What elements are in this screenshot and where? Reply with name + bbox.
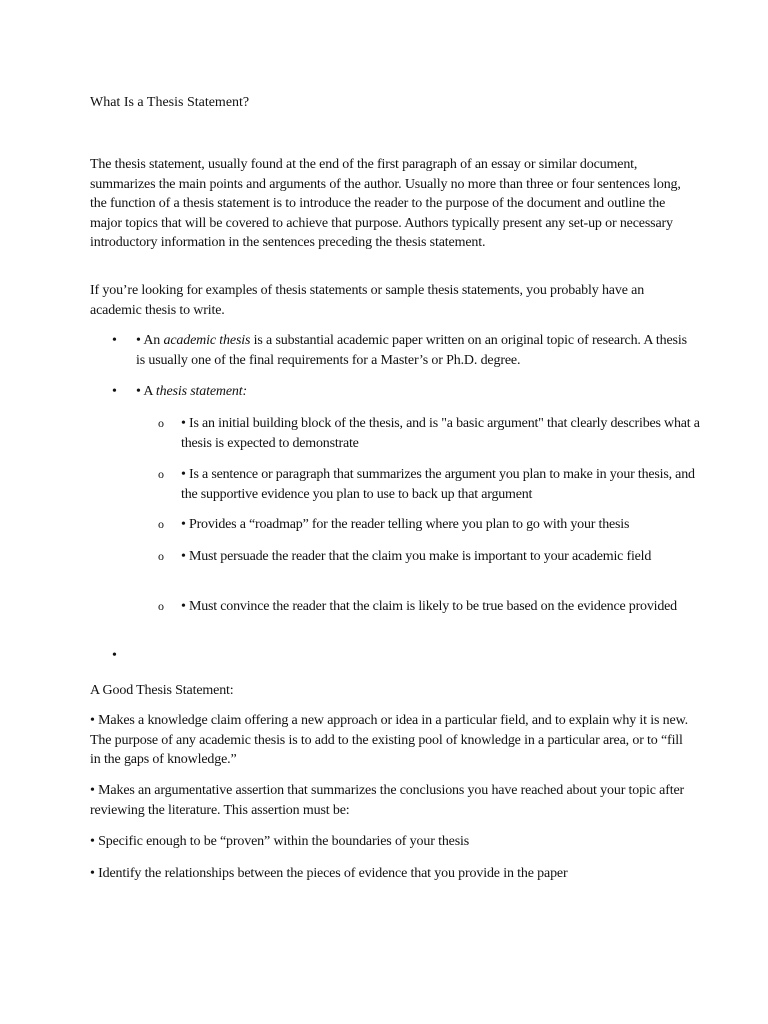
sub-item-text: • Is a sentence or paragraph that summarizes the argument you plan to make in your thesis, and the supportive evidence you plan to use to back up that argument — [181, 467, 695, 502]
sub-bullet-marker: o — [158, 416, 164, 430]
examples-paragraph: If you’re looking for examples of thesis statements or sample thesis statements, you probably have an academic thesis to write. — [90, 283, 645, 318]
bullet-suffix: is a substantial academic paper written on an original topic of research. A thesis is usually one of the final requirements for a Master’s or Ph.D. degree. — [136, 333, 687, 368]
document-title: What Is a Thesis Statement? — [90, 95, 250, 110]
bullet-emphasis: thesis statement: — [155, 384, 248, 399]
good-point: • Makes a knowledge claim offering a new approach or idea in a particular field, and to explain why it is new. The purpose of any academic thesis is to add to the existing pool of knowledge in a particular area, or to “fill in the gaps of knowledge.” — [90, 713, 688, 767]
sub-item-text: • Is an initial building block of the thesis, and is "a basic argument" that clearly describes what a thesis is expected to demonstrate — [181, 416, 700, 451]
bullet-prefix: • An — [136, 333, 164, 348]
sub-item-text: • Must convince the reader that the claim is likely to be true based on the evidence provided — [181, 599, 677, 614]
bullet-marker: • — [112, 648, 117, 663]
sub-item-text: • Provides a “roadmap” for the reader telling where you plan to go with your thesis — [181, 517, 630, 532]
bullet-marker: • — [112, 384, 117, 399]
good-point: • Identify the relationships between the pieces of evidence that you provide in the paper — [90, 866, 568, 881]
bullet-marker: • — [112, 333, 117, 348]
good-point: • Makes an argumentative assertion that summarizes the conclusions you have reached about your topic after reviewing the literature. This assertion must be: — [90, 783, 685, 818]
bullet-text — [136, 331, 696, 370]
bullet-text — [136, 382, 696, 402]
sub-bullet-marker: o — [158, 599, 164, 613]
good-thesis-heading: A Good Thesis Statement: — [90, 683, 234, 698]
sub-bullet-marker: o — [158, 517, 164, 531]
sub-bullet-marker: o — [158, 549, 164, 563]
bullet-emphasis: academic thesis — [163, 333, 251, 348]
sub-bullet-marker: o — [158, 467, 164, 481]
sub-item-text: • Must persuade the reader that the claim you make is important to your academic field — [181, 549, 652, 564]
intro-paragraph: The thesis statement, usually found at the end of the first paragraph of an essay or similar document, summarizes the main points and arguments of the author. Usually no more than three or four sentences long, the function of a thesis statement is to introduce the reader to the purpose of the document and outline the major topics that will be covered to achieve that purpose. Authors typically present any set-up or necessary introductory information in the sentences preceding the thesis statement. — [90, 157, 681, 250]
bullet-prefix: • A — [136, 384, 156, 399]
good-point: • Specific enough to be “proven” within the boundaries of your thesis — [90, 834, 470, 849]
